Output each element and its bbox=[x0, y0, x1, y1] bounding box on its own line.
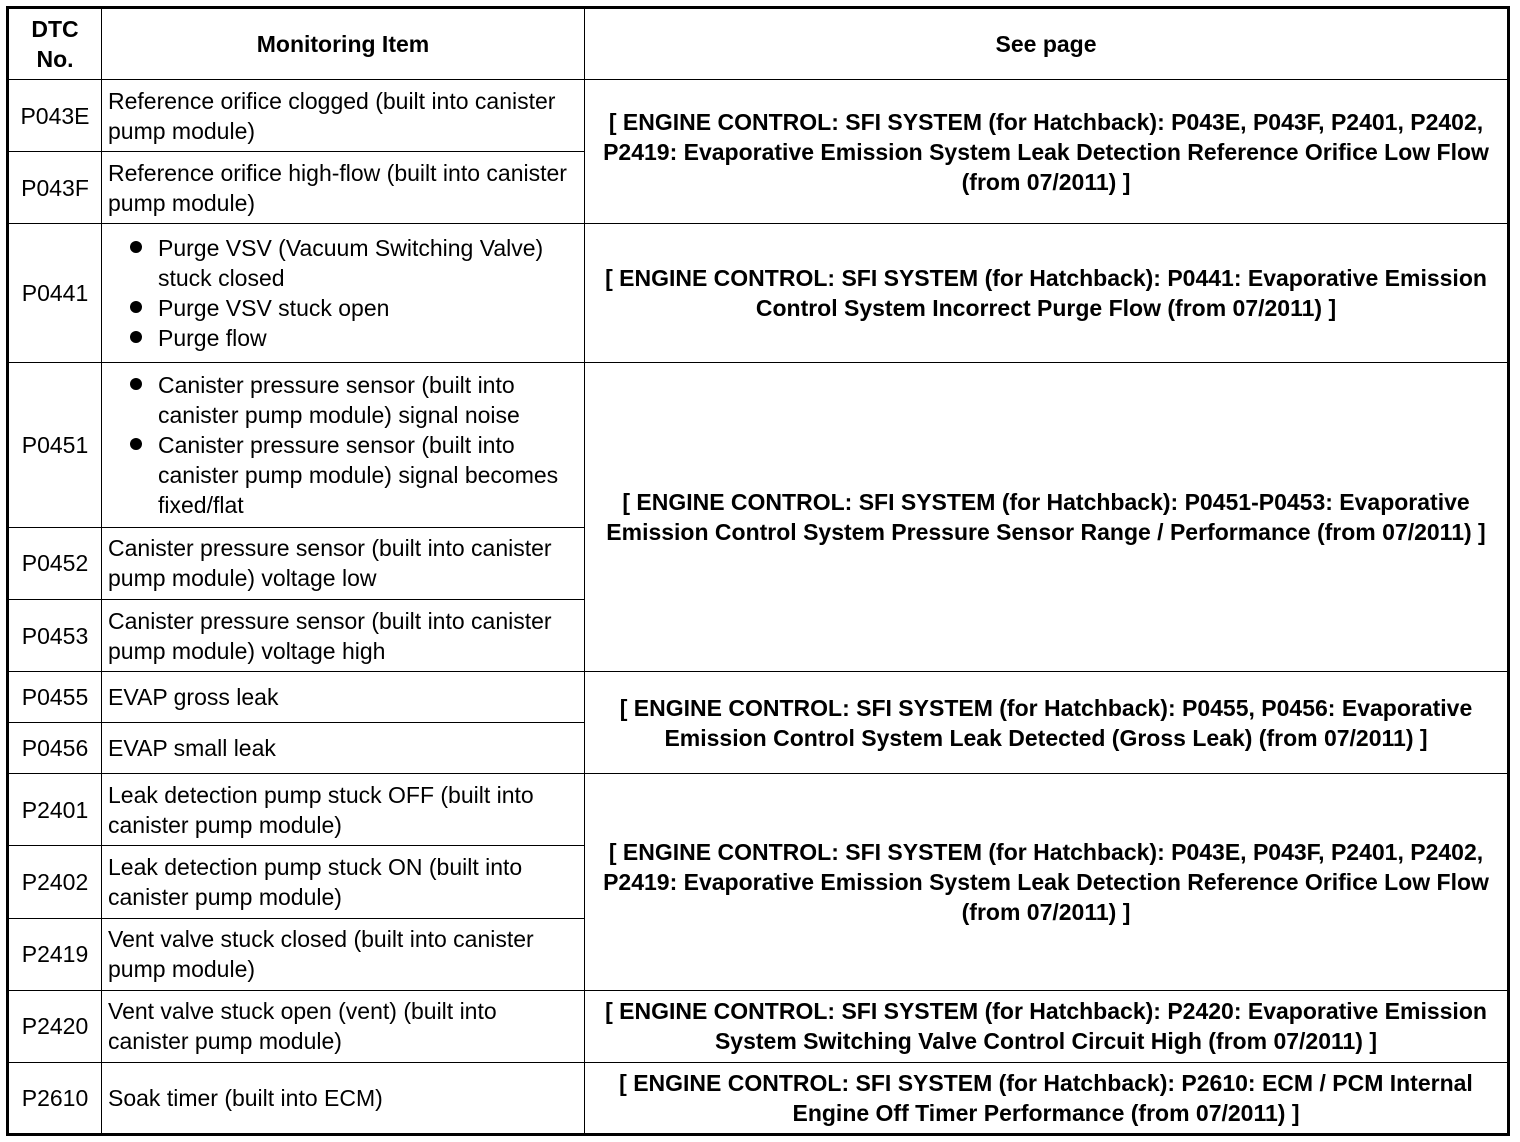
see-page-link[interactable]: [ ENGINE CONTROL: SFI SYSTEM (for Hatchback): P2610: ECM / PCM Internal Engine Off Timer Performance (from 07/2011) ] bbox=[585, 1062, 1509, 1134]
dtc-code: P0455 bbox=[8, 672, 102, 723]
monitoring-item: Reference orifice high-flow (built into canister pump module) bbox=[102, 152, 585, 224]
monitoring-item: EVAP small leak bbox=[102, 723, 585, 774]
table-row bbox=[8, 774, 1509, 846]
header-see-page: See page bbox=[585, 8, 1509, 80]
see-page-link[interactable]: [ ENGINE CONTROL: SFI SYSTEM (for Hatchback): P2420: Evaporative Emission System Switching Valve Control Circuit High (from 07/2011) ] bbox=[585, 990, 1509, 1062]
bullet-item bbox=[108, 233, 580, 293]
table-row bbox=[8, 990, 1509, 1062]
dtc-code: P0456 bbox=[8, 723, 102, 774]
bullet-icon bbox=[130, 301, 142, 313]
monitoring-item: Leak detection pump stuck ON (built into canister pump module) bbox=[102, 846, 585, 918]
monitoring-item: Leak detection pump stuck OFF (built into canister pump module) bbox=[102, 774, 585, 846]
monitoring-item: Canister pressure sensor (built into canister pump module) voltage high bbox=[102, 600, 585, 672]
monitoring-item: Vent valve stuck open (vent) (built into canister pump module) bbox=[102, 990, 585, 1062]
table-row bbox=[8, 224, 1509, 362]
see-page-link[interactable]: [ ENGINE CONTROL: SFI SYSTEM (for Hatchback): P0441: Evaporative Emission Control System Incorrect Purge Flow (from 07/2011) ] bbox=[585, 224, 1509, 362]
see-page-link[interactable]: [ ENGINE CONTROL: SFI SYSTEM (for Hatchback): P0455, P0456: Evaporative Emission Control System Leak Detected (Gross Leak) (from 07/2011) ] bbox=[585, 672, 1509, 774]
see-page-link[interactable]: [ ENGINE CONTROL: SFI SYSTEM (for Hatchback): P043E, P043F, P2401, P2402, P2419: Evaporative Emission System Leak Detection Reference Orifice Low Flow (from 07/2011) ] bbox=[585, 80, 1509, 224]
dtc-code: P0441 bbox=[8, 224, 102, 362]
bullet-icon bbox=[130, 331, 142, 343]
table-row bbox=[8, 672, 1509, 723]
dtc-code: P2419 bbox=[8, 918, 102, 990]
header-dtc-no-label: DTC No. bbox=[31, 16, 79, 73]
table-row bbox=[8, 362, 1509, 527]
bullet-text: Canister pressure sensor (built into canister pump module) signal becomes fixed/flat bbox=[158, 431, 559, 518]
see-page-link[interactable]: [ ENGINE CONTROL: SFI SYSTEM (for Hatchback): P043E, P043F, P2401, P2402, P2419: Evaporative Emission System Leak Detection Reference Orifice Low Flow (from 07/2011) ] bbox=[585, 774, 1509, 990]
dtc-code: P2610 bbox=[8, 1062, 102, 1134]
monitoring-item: Canister pressure sensor (built into canister pump module) voltage low bbox=[102, 527, 585, 599]
monitoring-item: Soak timer (built into ECM) bbox=[102, 1062, 585, 1134]
bullet-item bbox=[108, 323, 580, 353]
dtc-code: P2401 bbox=[8, 774, 102, 846]
monitoring-item: Vent valve stuck closed (built into canister pump module) bbox=[102, 918, 585, 990]
table-row bbox=[8, 1062, 1509, 1134]
bullet-text: Canister pressure sensor (built into canister pump module) signal noise bbox=[158, 371, 520, 428]
bullet-item bbox=[108, 370, 580, 430]
header-dtc-no bbox=[8, 8, 102, 80]
bullet-item bbox=[108, 293, 580, 323]
monitoring-item bbox=[102, 224, 585, 362]
bullet-text: Purge flow bbox=[158, 324, 267, 351]
monitoring-item bbox=[102, 362, 585, 527]
dtc-code: P2402 bbox=[8, 846, 102, 918]
table-row bbox=[8, 80, 1509, 152]
dtc-code: P2420 bbox=[8, 990, 102, 1062]
bullet-text: Purge VSV (Vacuum Switching Valve) stuck closed bbox=[158, 234, 544, 291]
monitoring-item: EVAP gross leak bbox=[102, 672, 585, 723]
see-page-link[interactable]: [ ENGINE CONTROL: SFI SYSTEM (for Hatchback): P0451-P0453: Evaporative Emission Control System Pressure Sensor Range / Performance (from 07/2011) ] bbox=[585, 362, 1509, 672]
dtc-code: P0451 bbox=[8, 362, 102, 527]
bullet-list bbox=[108, 233, 580, 353]
dtc-code: P0453 bbox=[8, 600, 102, 672]
monitoring-item: Reference orifice clogged (built into canister pump module) bbox=[102, 80, 585, 152]
dtc-code: P043F bbox=[8, 152, 102, 224]
dtc-code: P0452 bbox=[8, 527, 102, 599]
bullet-icon bbox=[130, 438, 142, 450]
table-header-row bbox=[8, 8, 1509, 80]
bullet-icon bbox=[130, 241, 142, 253]
bullet-item bbox=[108, 430, 580, 520]
bullet-text: Purge VSV stuck open bbox=[158, 294, 390, 321]
bullet-list bbox=[108, 370, 580, 520]
bullet-icon bbox=[130, 378, 142, 390]
header-monitoring-item: Monitoring Item bbox=[102, 8, 585, 80]
dtc-table bbox=[6, 6, 1510, 1136]
dtc-code: P043E bbox=[8, 80, 102, 152]
